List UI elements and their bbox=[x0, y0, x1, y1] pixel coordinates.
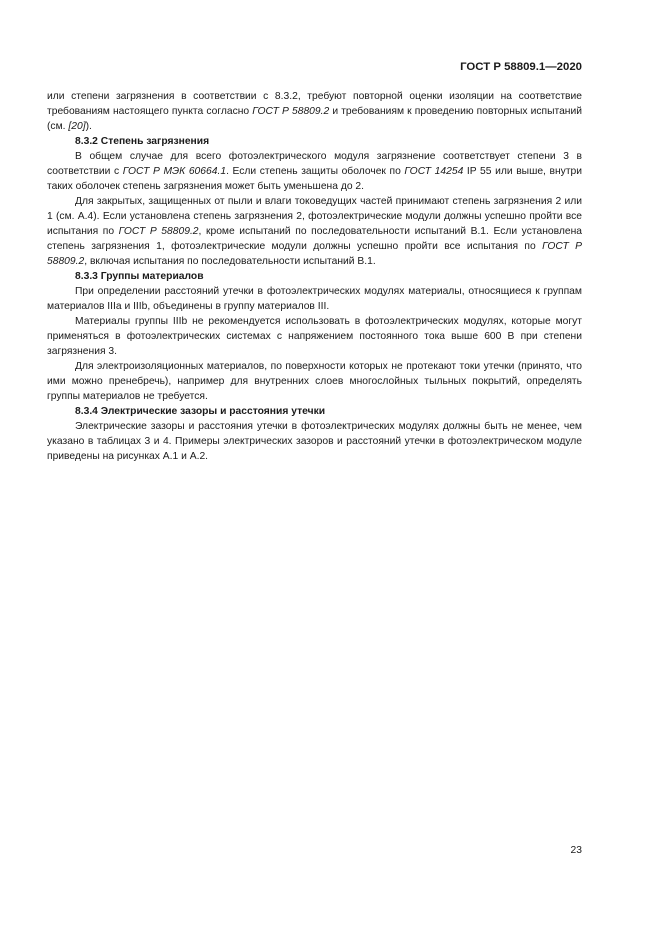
text-run: В общем случае для всего фотоэлектрического модуля загрязнение соответствует степени 3 в соответствии с bbox=[47, 151, 582, 177]
section-heading-8-3-3: 8.3.3 Группы материалов bbox=[75, 271, 204, 282]
paragraph-insulating-materials: Для электроизоляционных материалов, по поверхности которых не протекают токи утечки (принято, что ими можно пренебречь), например для внутренних слоев многослойных тыльных покрытий, определять группы материалов не требуется. bbox=[47, 361, 582, 402]
text-run: IP 55 или выше, внутри таких оболочек степень загрязнения может быть уменьшена до 2. bbox=[47, 166, 583, 192]
standard-reference: ГОСТ Р 58809.2 bbox=[47, 241, 582, 267]
standard-designation: ГОСТ Р 58809.1—2020 bbox=[460, 61, 582, 73]
paragraph-enclosed-parts bbox=[47, 194, 582, 269]
text-run: или степени загрязнения в соответствии с 8.3.2, требуют повторной оценки изоляции на соответствие требованиям настоящего пункта согласно bbox=[47, 91, 582, 117]
paragraph-continuation bbox=[47, 89, 582, 134]
bibliography-reference: [20] bbox=[68, 121, 86, 132]
text-run: Для закрытых, защищенных от пыли и влаги токоведущих частей принимают степень загрязнения 2 или 1 (см. А.4). Если установлена степень загрязнения 2, фотоэлектрические модули должны успешно пройти все испытания по bbox=[47, 196, 582, 237]
standard-reference: ГОСТ 14254 bbox=[404, 166, 464, 177]
text-run: . Если степень защиты оболочек по bbox=[226, 166, 405, 177]
standard-reference: ГОСТ Р 58809.2 bbox=[118, 226, 199, 237]
paragraph-group-iiib: Материалы группы IIIb не рекомендуется использовать в фотоэлектрических модулях, которые могут применяться в фотоэлектрических системах с напряжением постоянного тока выше 600 В при степени загрязнения 3. bbox=[47, 316, 582, 357]
document-body bbox=[47, 89, 582, 464]
standard-reference: ГОСТ Р 58809.2 bbox=[252, 106, 330, 117]
page-number: 23 bbox=[570, 845, 582, 856]
text-run: , включая испытания по последовательности испытаний В.1. bbox=[84, 256, 376, 267]
standard-reference: ГОСТ Р МЭК 60664.1 bbox=[122, 166, 227, 177]
section-heading-8-3-4: 8.3.4 Электрические зазоры и расстояния утечки bbox=[75, 406, 326, 417]
text-run: и требованиям к проведению повторных испытаний (см. bbox=[47, 106, 582, 132]
text-run: , кроме испытаний по последовательности испытаний В.1. Если установлена степень загрязнения 1, фотоэлектрические модули должны успешно пройти все испытания по bbox=[47, 226, 582, 252]
section-heading-8-3-2: 8.3.2 Степень загрязнения bbox=[75, 136, 210, 147]
paragraph-material-groups: При определении расстояний утечки в фотоэлектрических модулях материалы, относящиеся к группам материалов IIIa и IIIb, объединены в группу материалов III. bbox=[47, 286, 582, 312]
paragraph-clearances: Электрические зазоры и расстояния утечки в фотоэлектрических модулях должны быть не менее, чем указано в таблицах 3 и 4. Примеры электрических зазоров и расстояний утечки в фотоэлектрическом модуле приведены на рисунках А.1 и А.2. bbox=[47, 421, 582, 462]
paragraph-pollution-degree bbox=[47, 149, 582, 194]
text-run: ). bbox=[85, 121, 92, 132]
